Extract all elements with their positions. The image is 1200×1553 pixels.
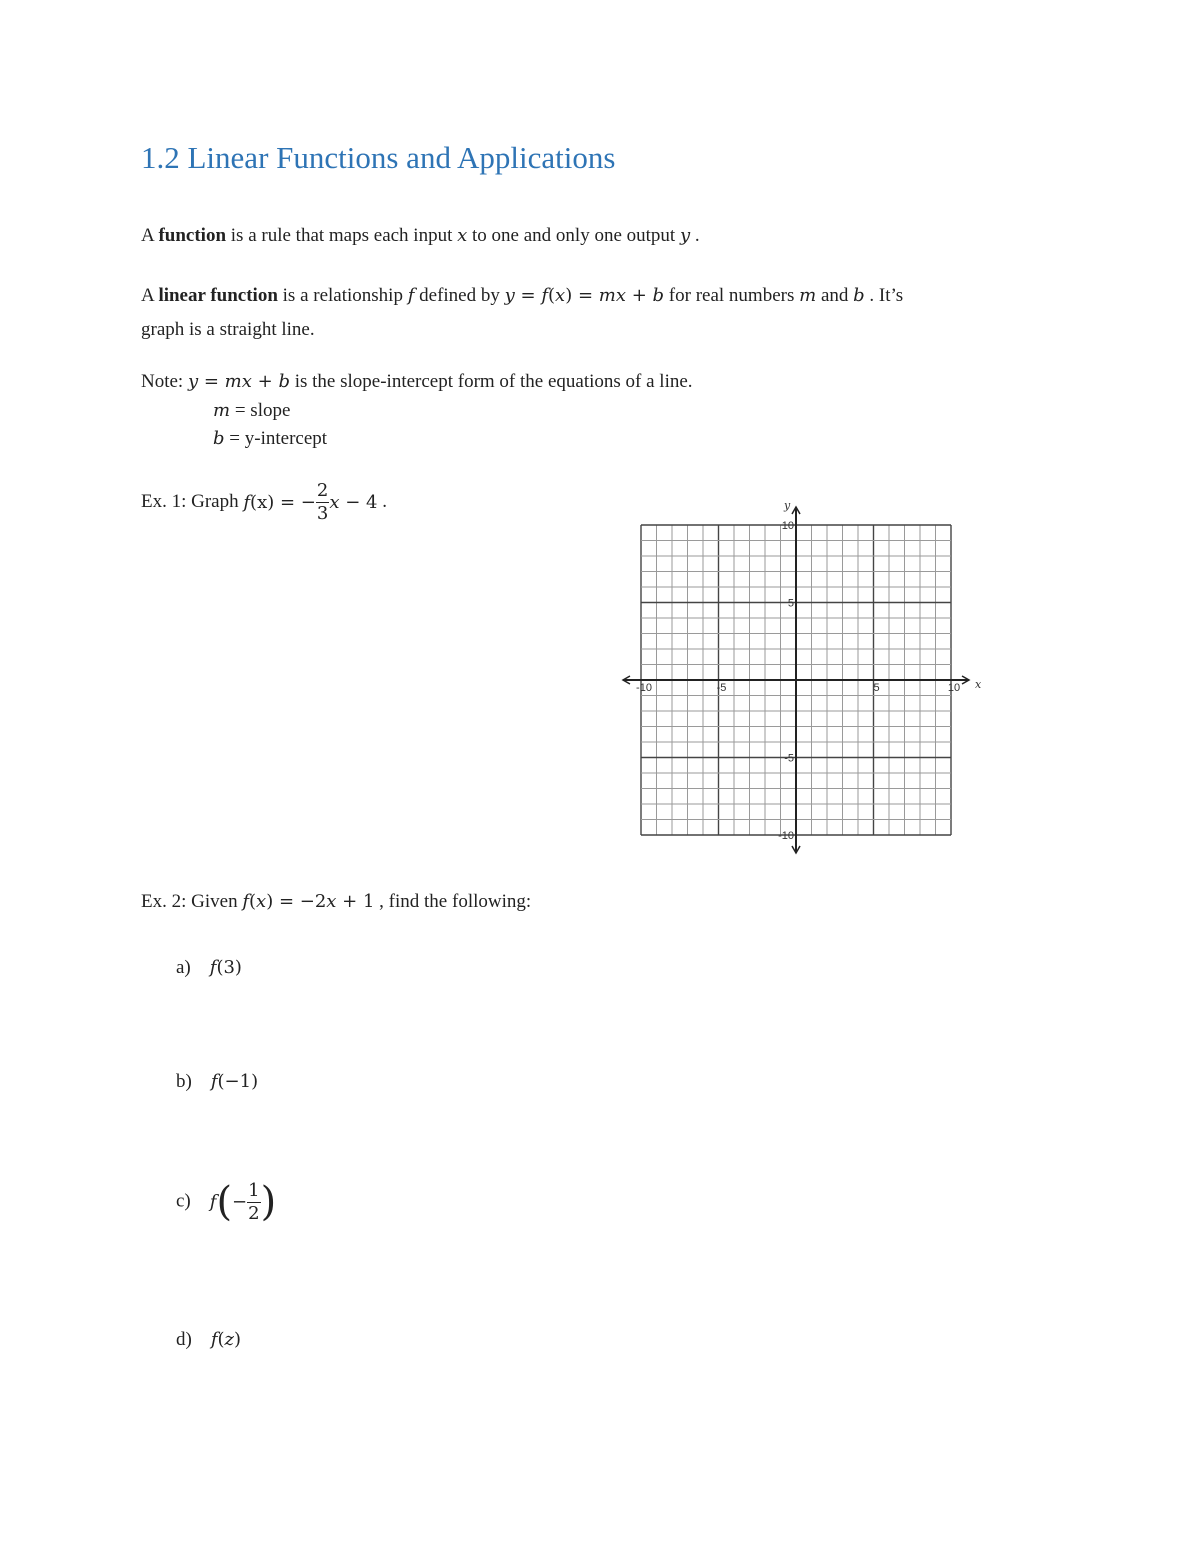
x-tick-label: 10	[947, 682, 961, 695]
coordinate-grid	[610, 480, 980, 850]
y-tick-label: -10	[778, 830, 794, 842]
x-tick-label: -10	[636, 682, 652, 695]
example-2: Ex. 2: Given f(x) = −2x + 1 , find the following:	[141, 891, 532, 912]
example-1: Ex. 1: Graph f(x) = − $\frac{2}{3}$ x − 4 .	[141, 480, 387, 524]
intercept-note: b = y-intercept	[213, 428, 328, 449]
linear-function-definition: A linear function is a relationship f defined by y = f(x) = mx + b for real numbers m and b . It’s	[141, 285, 904, 306]
axes	[623, 507, 969, 853]
fraction-one-half: $\frac{1}{2}$	[248, 1179, 260, 1224]
part-d: d) f(z)	[176, 1329, 242, 1350]
part-b: b) f(−1)	[176, 1071, 259, 1092]
y-axis-label: y	[784, 499, 791, 512]
fraction-two-thirds: $\frac{2}{3}$	[316, 480, 329, 524]
y-tick-label: 5	[787, 597, 794, 610]
x-tick-label: 5	[873, 682, 880, 695]
page-title: 1.2 Linear Functions and Applications	[141, 140, 616, 175]
part-c: c) f(− $\frac{1}{2}$ )	[176, 1179, 277, 1225]
part-a: a) f(3)	[176, 957, 242, 978]
x-tick-label: -5	[716, 682, 727, 695]
linear-function-definition-line2: graph is a straight line.	[141, 319, 315, 340]
y-tick-label: -5	[784, 752, 794, 765]
function-definition: A function is a rule that maps each input x to one and only one output y .	[141, 225, 700, 246]
y-tick-label: 10	[781, 520, 794, 532]
x-axis-label: x	[975, 678, 982, 691]
slope-intercept-note: Note: y = mx + b is the slope-intercept form of the equations of a line.	[141, 371, 693, 392]
slope-note: m = slope	[213, 400, 291, 421]
